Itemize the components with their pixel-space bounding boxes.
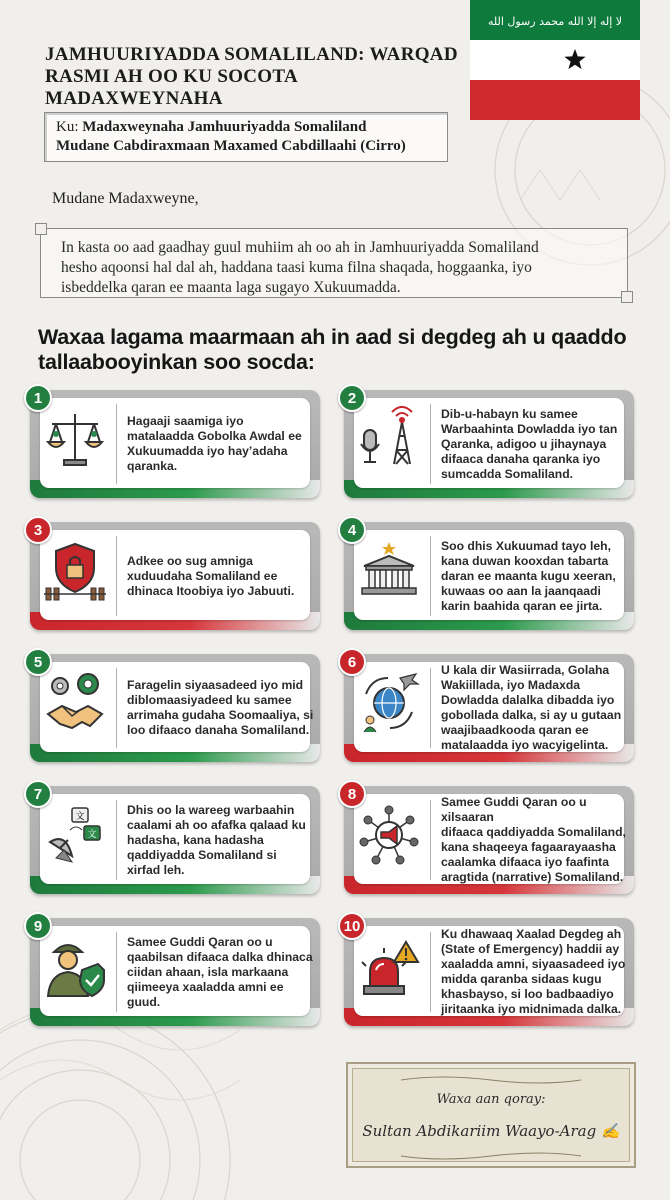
- recipient-line-2: Mudane Cabdiraxmaan Maxamed Cabdillaahi (Cirro): [56, 138, 406, 154]
- step-line: Xukuumadda iyo hay’adaha: [127, 444, 288, 458]
- step-line: difaaca danaha qaranka iyo: [441, 451, 601, 466]
- signature-name: Sultan Abdikariim Waayo-Arag ✍: [362, 1122, 620, 1140]
- step-line: khasbayso, si loo badbaadiyo: [441, 987, 614, 1001]
- step-line: jiritaanka iyo midnimada dalka.: [441, 1002, 622, 1016]
- step-text: [441, 786, 628, 894]
- step-line: Ku dhawaaq Xaalad Degdeg ah: [441, 927, 622, 941]
- step-line: Faragelin siyaasadeed iyo mid: [127, 678, 304, 692]
- steps-heading: [38, 325, 638, 375]
- step-line: kana duwan kooxdan tabarta: [441, 553, 609, 568]
- step-card-2: [344, 390, 634, 498]
- step-number: 4: [338, 516, 366, 544]
- step-line: matalaadda Gobolka Awdal ee: [127, 429, 302, 443]
- step-line: xaaladda amni, siyaasadeed iyo: [441, 957, 626, 971]
- step-line: Dhis oo la wareeg warbaahin: [127, 802, 295, 817]
- step-number: 3: [24, 516, 52, 544]
- megaphone-network-icon: [356, 802, 422, 868]
- satellite-translate-icon: [42, 802, 108, 868]
- step-line: Soo dhis Xukuumad tayo leh,: [441, 538, 611, 553]
- step-line: kuwaas oo aan la jaanqaadi: [441, 583, 601, 598]
- translate-glyph-b: 文: [87, 830, 97, 840]
- step-line: matalaadda iyo wacyigelinta.: [441, 738, 609, 752]
- step-card-4: [344, 522, 634, 630]
- step-card-3: [30, 522, 320, 630]
- somaliland-flag: [470, 0, 640, 120]
- step-line: Samee Guddi Qaran oo u: [127, 934, 273, 949]
- step-line: caalamka difaaca iyo faafinta: [441, 855, 610, 869]
- intro-line-1: In kasta oo aad gaadhay guul muhiim ah oo ah in Jamhuuriyadda Somaliland: [61, 239, 539, 256]
- step-line: (State of Emergency) haddii ay: [441, 942, 620, 956]
- step-line: aragtida (narrative) Somaliland.: [441, 870, 624, 884]
- step-card-9: [30, 918, 320, 1026]
- step-number: 6: [338, 648, 366, 676]
- step-text: [127, 390, 314, 498]
- step-text: [441, 654, 628, 762]
- step-line: Qaranka, adigoo u jihaynaya: [441, 436, 607, 451]
- step-text: [441, 390, 628, 498]
- recipient-prefix: Ku:: [56, 119, 79, 135]
- step-line: dhinaca Itoobiya iyo Jabuuti.: [127, 583, 295, 598]
- step-line: U kala dir Wasiirrada, Golaha: [441, 663, 610, 677]
- step-line: qiimeeya xaaladda amni ee guud.: [127, 979, 284, 1009]
- step-number: 8: [338, 780, 366, 808]
- step-line: kana shaqeeya fagaarayaasha: [441, 840, 616, 854]
- flourish-bottom: [391, 1150, 591, 1162]
- step-number: 9: [24, 912, 52, 940]
- step-line: ciidan ahaan, isla markaana: [127, 964, 289, 979]
- scales-icon: [42, 406, 108, 472]
- step-line: Samee Guddi Qaran oo u xilsaaran: [441, 795, 587, 824]
- step-number: 2: [338, 384, 366, 412]
- step-line: Adkee oo sug amniga: [127, 553, 253, 568]
- step-card-8: [344, 786, 634, 894]
- step-line: xirfad leh.: [127, 862, 185, 877]
- step-card-1: [30, 390, 320, 498]
- step-text: [441, 918, 628, 1026]
- step-line: sumcadda Somaliland.: [441, 466, 574, 481]
- step-text: [127, 522, 314, 630]
- step-card-10: [344, 918, 634, 1026]
- step-line: waajibaadkooda qaran ee: [441, 723, 589, 737]
- intro-line-3: isbeddelka qaran ee maanta laga sugayo Xukuumadda.: [61, 279, 401, 296]
- government-building-icon: [356, 538, 422, 604]
- intro-line-2: hesho aqoonsi hal dal ah, haddana taasi kuma filna shaqada, hoggaanka, iyo: [61, 259, 532, 276]
- step-line: Dowladda dalalka dibadda iyo: [441, 693, 615, 707]
- security-shield-icon: [42, 538, 108, 604]
- step-text: [127, 654, 314, 762]
- step-line: daran ee maanta kugu xeeran,: [441, 568, 616, 583]
- heading-line-2: tallaabooyinkan soo socda:: [38, 350, 315, 374]
- step-line: Warbaahinta Dowladda iyo tan: [441, 421, 618, 436]
- recipient-line-1: Madaxweynaha Jamhuuriyadda Somaliland: [82, 119, 367, 135]
- signature-box: [346, 1062, 636, 1168]
- title-line-2: RASMI AH OO KU SOCOTA MADAXWEYNAHA: [45, 66, 297, 109]
- flourish-top: [391, 1074, 591, 1086]
- step-line: qaddiyadda Somaliland si: [127, 847, 277, 862]
- salutation: Mudane Madaxweyne,: [52, 190, 199, 207]
- step-card-7: [30, 786, 320, 894]
- step-line: xuduudaha Somaliland ee: [127, 568, 278, 583]
- step-number: 10: [338, 912, 366, 940]
- step-line: qaranka.: [127, 459, 178, 473]
- step-line: hadasha, kana hadasha: [127, 832, 264, 847]
- step-card-5: [30, 654, 320, 762]
- step-text: [127, 786, 314, 894]
- broadcast-tower-icon: [356, 406, 422, 472]
- step-line: diblomaasiyadeed ku samee: [127, 693, 292, 707]
- step-number: 5: [24, 648, 52, 676]
- recipient-box: [44, 112, 448, 162]
- step-line: arrimaha gudaha Soomaaliya, si: [127, 708, 314, 722]
- step-line: Wakiillada, iyo Madaxda: [441, 678, 581, 692]
- step-text: [441, 522, 628, 630]
- page-title: [45, 44, 465, 110]
- step-number: 7: [24, 780, 52, 808]
- step-line: Hagaaji saamiga iyo: [127, 414, 244, 428]
- step-number: 1: [24, 384, 52, 412]
- globe-plane-icon: [356, 670, 422, 736]
- handshake-gears-icon: [42, 670, 108, 736]
- step-line: difaaca qaddiyadda Somaliland,: [441, 825, 626, 839]
- step-card-6: [344, 654, 634, 762]
- step-line: Dib-u-habayn ku samee: [441, 406, 578, 421]
- flag-shahada-text: لا إله إلا الله محمد رسول الله: [487, 15, 623, 28]
- step-line: loo difaaco danaha Somaliland.: [127, 723, 310, 737]
- step-line: gobollada dalka, si ay u gutaan: [441, 708, 622, 722]
- step-text: [127, 918, 314, 1026]
- step-line: qaabilsan difaaca dalka dhinaca: [127, 949, 313, 964]
- step-line: caalami ah oo afafka qalaad ku: [127, 817, 306, 832]
- soldier-shield-icon: [42, 934, 108, 1000]
- heading-line-1: Waxaa lagama maarmaan ah in aad si degdeg ah u qaaddo: [38, 325, 627, 349]
- step-line: midda qaranba sidaas kugu: [441, 972, 602, 986]
- title-line-1: JAMHUURIYADDA SOMALILAND: WARQAD: [45, 44, 458, 65]
- emergency-siren-icon: [356, 934, 422, 1000]
- step-line: karin baahida qaran ee jirta.: [441, 598, 603, 613]
- intro-paragraph: [40, 228, 628, 298]
- translate-glyph-a: 文: [75, 812, 85, 822]
- signature-label: Waxa aan qoray:: [436, 1092, 546, 1107]
